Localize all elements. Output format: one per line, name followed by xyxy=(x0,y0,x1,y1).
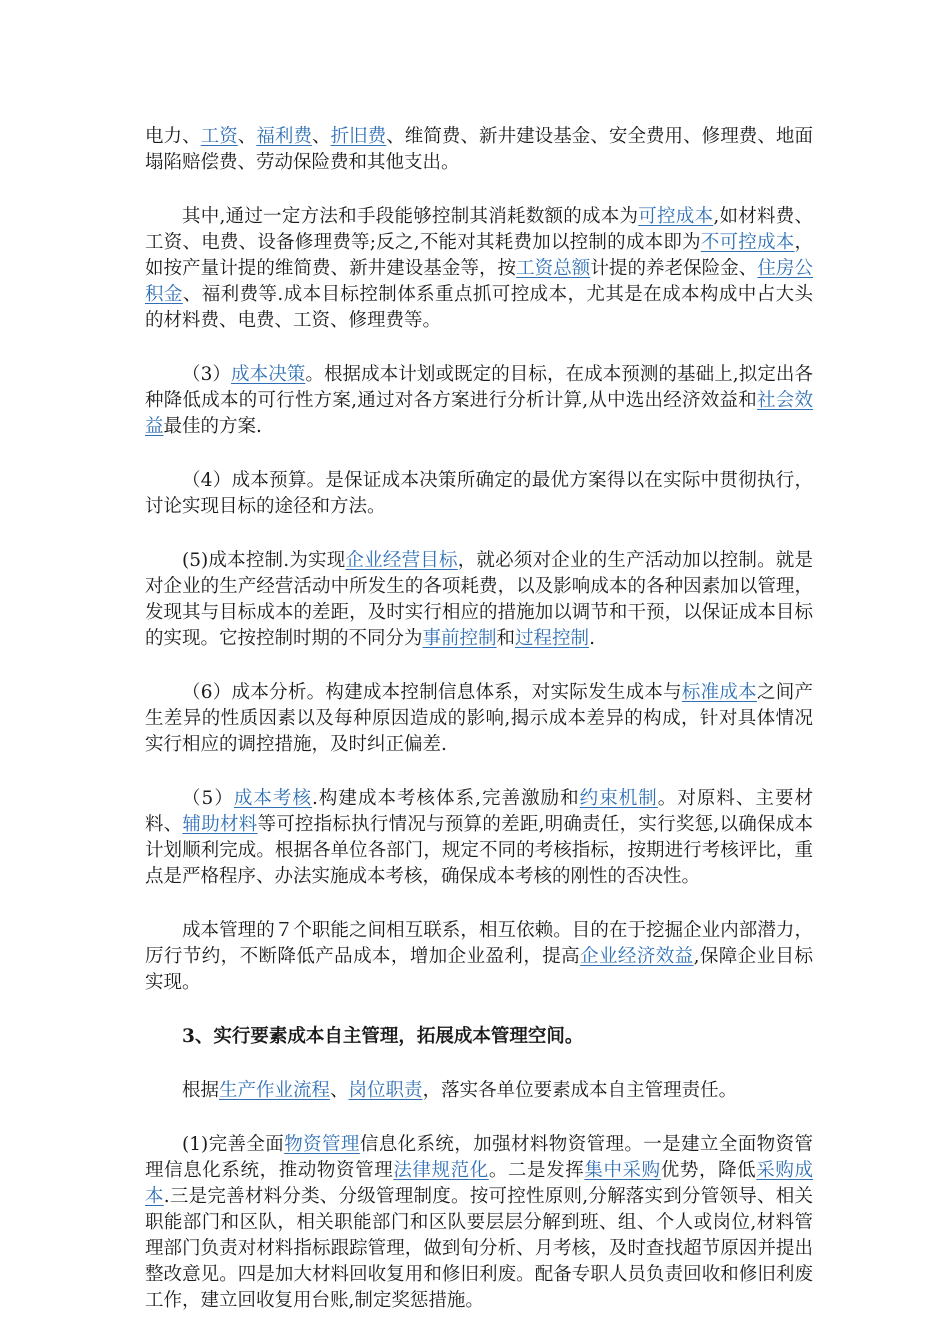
text-run: 根据 xyxy=(182,1080,220,1101)
text-run: （4）成本预算。是保证成本决策所确定的最优方案得以在实际中贯彻执行，讨论实现目标的途径和方法。 xyxy=(145,470,813,517)
paragraph xyxy=(145,548,813,652)
text-run: ,保障企业目标实现。 xyxy=(145,946,813,993)
paragraph xyxy=(145,362,813,440)
hyperlink[interactable]: 不可控成本 xyxy=(700,232,795,253)
hyperlink[interactable]: 法律规范化 xyxy=(393,1160,489,1181)
hyperlink[interactable]: 成本决策 xyxy=(231,364,306,385)
paragraph xyxy=(145,918,813,996)
text-run: 等可控指标执行情况与预算的差距,明确责任，实行奖惩,以确保成本计划顺利完成。根据各单位各部门，规定不同的考核指标，按期进行考核评比，重点是严格程序、办法实施成本考核，确保成本考核的刚性的否决性。 xyxy=(145,814,813,887)
text-run: 、维简费、新井建设基金、安全费用、修理费、地面塌陷赔偿费、劳动保险费和其他支出。 xyxy=(145,126,813,173)
text-run: ，落实各单位要素成本自主管理责任。 xyxy=(422,1080,738,1101)
hyperlink[interactable]: 采购成本 xyxy=(145,1160,813,1207)
hyperlink[interactable]: 辅助材料 xyxy=(182,814,258,835)
paragraph xyxy=(145,204,813,334)
text-run: 成本管理的７个职能之间相互联系，相互依赖。目的在于挖掘企业内部潜力，厉行节约，不断降低产品成本，增加企业盈利，提高 xyxy=(145,920,813,967)
paragraph xyxy=(145,1132,813,1314)
hyperlink[interactable]: 工资 xyxy=(200,126,238,147)
hyperlink[interactable]: 成本考核 xyxy=(233,788,312,809)
section-heading xyxy=(145,1024,813,1050)
hyperlink[interactable]: 企业经营目标 xyxy=(345,550,458,571)
text-run: 、福利费等.成本目标控制体系重点抓可控成本，尤其是在成本构成中占大头的材料费、电费、工资、修理费等。 xyxy=(145,284,813,331)
hyperlink[interactable]: 约束机制 xyxy=(579,788,658,809)
hyperlink[interactable]: 岗位职责 xyxy=(348,1080,423,1101)
text-run: 。对原料、主要材料、 xyxy=(145,788,813,835)
paragraph xyxy=(145,786,813,890)
text-run: 信息化系统，加强材料物资管理。一是建立全面物资管理信息化系统，推动物资管理 xyxy=(145,1134,813,1181)
text-run: .构建成本考核体系,完善激励和 xyxy=(311,788,580,809)
text-run: （5） xyxy=(182,788,234,809)
text-run: . xyxy=(589,628,595,649)
hyperlink[interactable]: 标准成本 xyxy=(681,682,757,703)
paragraph xyxy=(145,680,813,758)
text-run: ，就必须对企业的生产活动加以控制。就是对企业的生产经营活动中所发生的各项耗费，以及影响成本的各种因素加以管理，发现其与目标成本的差距，及时实行相应的措施加以调节和干预，以保证成本目标的实现。它按控制时期的不同分为 xyxy=(145,550,813,649)
hyperlink[interactable]: 生产作业流程 xyxy=(219,1080,331,1101)
hyperlink[interactable]: 折旧费 xyxy=(330,126,387,147)
hyperlink[interactable]: 集中采购 xyxy=(584,1160,661,1181)
text-run: （6）成本分析。构建成本控制信息体系，对实际发生成本与 xyxy=(182,682,682,703)
paragraph xyxy=(145,468,813,520)
text-run: 3、实行要素成本自主管理，拓展成本管理空间。 xyxy=(182,1026,584,1047)
text-run: 、 xyxy=(237,126,257,147)
hyperlink[interactable]: 福利费 xyxy=(256,126,313,147)
hyperlink[interactable]: 社会效益 xyxy=(145,390,813,437)
text-run: 计提的养老保险金、 xyxy=(590,258,758,279)
text-run: 、 xyxy=(312,126,331,147)
text-run: 优势，降低 xyxy=(660,1160,757,1181)
hyperlink[interactable]: 物资管理 xyxy=(284,1134,360,1155)
document-body xyxy=(145,124,813,1342)
text-run: ,如材料费、工资、电费、设备修理费等;反之,不能对其耗费加以控制的成本即为 xyxy=(145,206,813,253)
hyperlink[interactable]: 事前控制 xyxy=(422,628,497,649)
paragraph xyxy=(145,1078,813,1104)
text-run: (1)完善全面 xyxy=(182,1134,285,1155)
hyperlink[interactable]: 工资总额 xyxy=(516,258,591,279)
text-run: (5)成本控制.为实现 xyxy=(182,550,346,571)
hyperlink[interactable]: 过程控制 xyxy=(515,628,590,649)
paragraph xyxy=(145,124,813,176)
text-run: 最佳的方案. xyxy=(163,416,262,437)
text-run: （3） xyxy=(182,364,232,385)
text-run: 和 xyxy=(496,628,516,649)
text-run: .三是完善材料分类、分级管理制度。按可控性原则,分解落实到分管领导、相关职能部门和区队，相关职能部门和区队要层层分解到班、组、个人或岗位,材料管理部门负责对材料指标跟踪管理，做到旬分析、月考核，及时查找超节原因并提出整改意见。四是加大材料回收复用和修旧利废。配备专职人员负责回收和修旧利废工作，建立回收复用台账,制定奖惩措施。 xyxy=(145,1186,813,1311)
hyperlink[interactable]: 企业经济效益 xyxy=(580,946,694,967)
text-run: 其中,通过一定方法和手段能够控制其消耗数额的成本为 xyxy=(182,206,639,227)
text-run: 之间产生差异的性质因素以及每种原因造成的影响,揭示成本差异的构成，针对具体情况实行相应的调控措施，及时纠正偏差. xyxy=(145,682,813,755)
hyperlink[interactable]: 可控成本 xyxy=(638,206,714,227)
text-run: ，如按产量计提的维简费、新井建设基金等，按 xyxy=(145,232,813,279)
text-run: 。二是发挥 xyxy=(488,1160,585,1181)
text-run: 电力、 xyxy=(145,126,201,147)
text-run: 。根据成本计划或既定的目标，在成本预测的基础上,拟定出各种降低成本的可行性方案,通过对各方案进行分析计算,从中选出经济效益和 xyxy=(145,364,813,411)
hyperlink[interactable]: 住房公积金 xyxy=(145,258,813,305)
text-run: 、 xyxy=(330,1080,349,1101)
